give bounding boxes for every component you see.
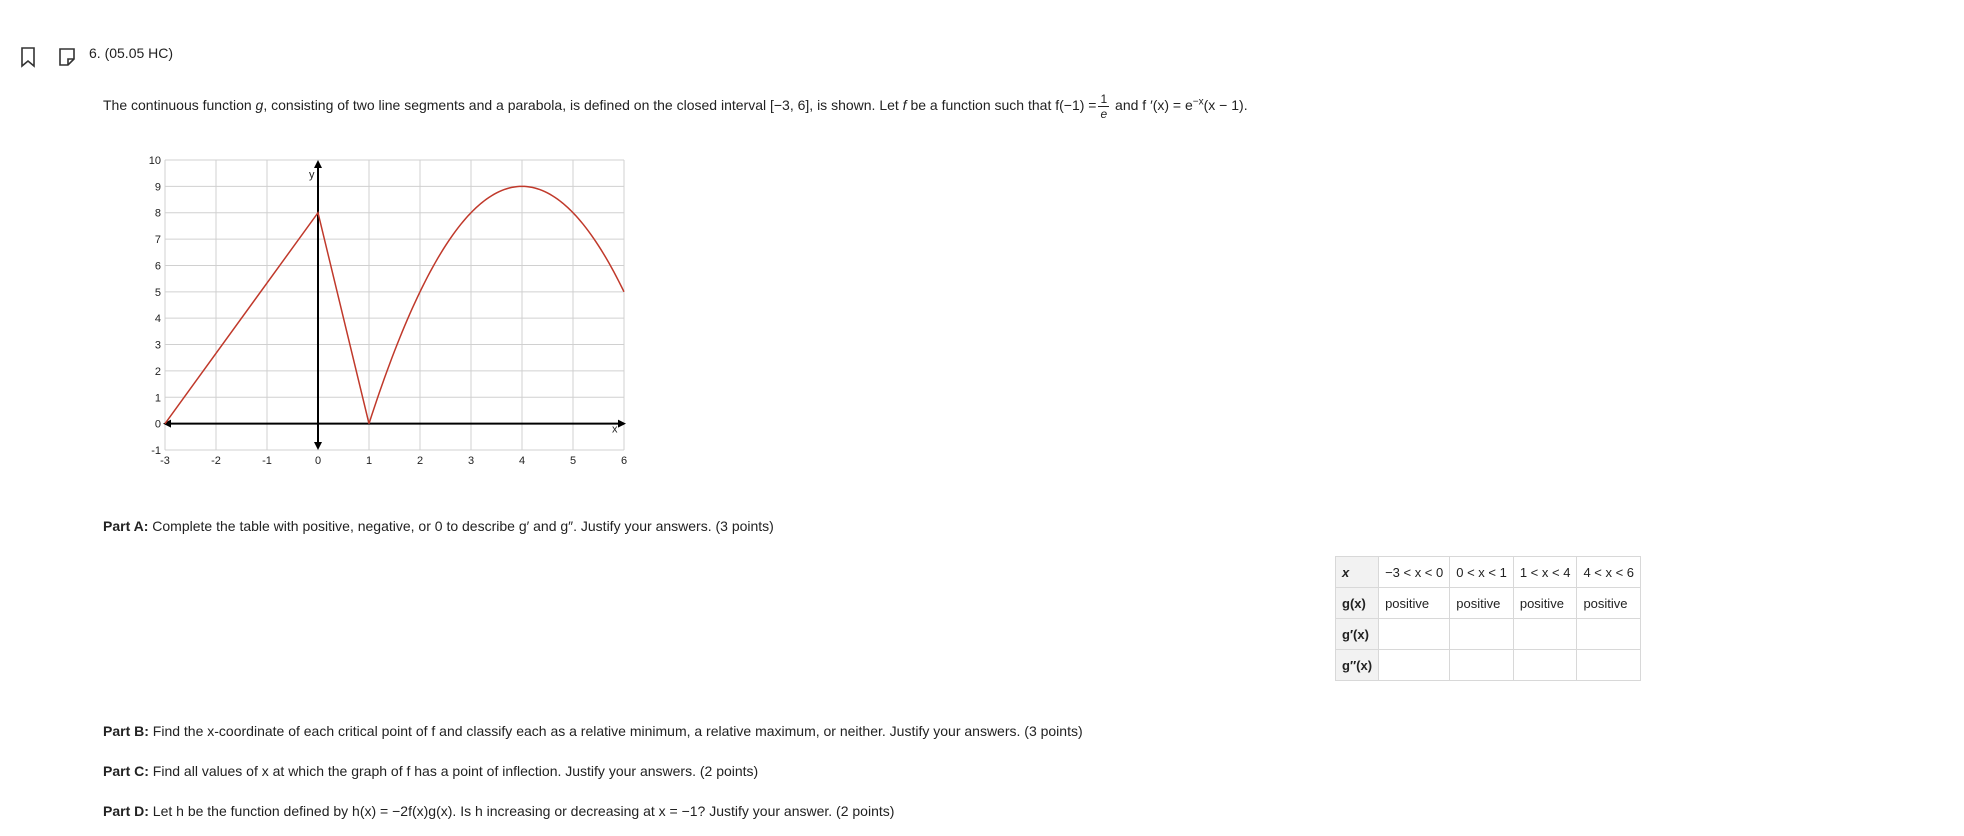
note-icon[interactable] — [57, 46, 77, 68]
x-axis-label: x — [612, 423, 618, 436]
x-tick-label: 1 — [365, 455, 373, 467]
table-cell: positive — [1577, 588, 1641, 619]
table-header-cell: x — [1336, 557, 1379, 588]
table-cell: positive — [1379, 588, 1450, 619]
part-b: Part B: Find the x-coordinate of each critical point of f and classify each as a relative minimum, a relative maximum, or neither. Justify your answers. (3 points) — [103, 723, 1083, 739]
y-axis-label: y — [309, 169, 315, 181]
table-cell: positive — [1513, 588, 1577, 619]
y-tick-label: 4 — [154, 313, 161, 326]
y-tick-label: 7 — [154, 234, 161, 247]
parabola-curve — [369, 186, 624, 423]
x-tick-label: -1 — [262, 455, 272, 467]
y-axis-arrow-up — [314, 160, 322, 168]
question-number: 6. (05.05 HC) — [89, 45, 174, 61]
f-value-lhs: f(−1) = — [1055, 97, 1097, 114]
function-graph — [140, 150, 640, 475]
grid — [165, 160, 624, 450]
x-axis-arrow-right — [618, 420, 626, 428]
x-tick-label: 0 — [314, 455, 322, 467]
table-input-cell[interactable] — [1450, 650, 1514, 681]
y-tick-label: 0 — [154, 418, 161, 431]
table-cell: positive — [1450, 588, 1514, 619]
table-header-cell: 1 < x < 4 — [1513, 557, 1577, 588]
x-tick-label: 2 — [416, 455, 424, 467]
table-header-row — [1336, 557, 1641, 588]
table-input-cell[interactable] — [1577, 650, 1641, 681]
tick-labels — [149, 155, 627, 467]
x-tick-label: -3 — [160, 455, 170, 467]
row-label: g′(x) — [1336, 619, 1379, 650]
x-tick-label: 3 — [467, 455, 475, 467]
y-tick-label: 9 — [154, 181, 161, 194]
table-header-cell: −3 < x < 0 — [1379, 557, 1450, 588]
table-input-cell[interactable] — [1379, 619, 1450, 650]
y-tick-label: 5 — [154, 286, 161, 299]
y-tick-label: 3 — [154, 339, 161, 352]
y-tick-label: 8 — [154, 207, 161, 220]
table-header-cell: 0 < x < 1 — [1450, 557, 1514, 588]
table-input-cell[interactable] — [1513, 619, 1577, 650]
x-tick-label: 5 — [569, 455, 577, 467]
axes — [163, 160, 626, 450]
row-label: g″(x) — [1336, 650, 1379, 681]
y-tick-label: -1 — [151, 445, 161, 457]
x-tick-label: 6 — [620, 455, 628, 467]
x-tick-label: -2 — [211, 455, 221, 467]
x-tick-label: 4 — [518, 455, 526, 467]
table-row — [1336, 588, 1641, 619]
y-tick-label: 2 — [154, 365, 161, 378]
row-label: g(x) — [1336, 588, 1379, 619]
part-a: Part A: Complete the table with positive, negative, or 0 to describe g′ and g″. Justify your answers. (3 points) — [103, 518, 774, 534]
fprime-expr: f ′(x) = e — [1142, 97, 1193, 114]
part-c: Part C: Find all values of x at which the graph of f has a point of inflection. Justify your answers. (2 points) — [103, 763, 759, 779]
y-tick-label: 6 — [154, 260, 161, 273]
question-intro: The continuous function g, consisting of two line segments and a parabola, is defined on the closed interval [−3, 6], is shown. Let f be a function such that f(−1) = $\frac{1}{e}$ and f $'(x) = e^{-x}(x - 1)$. — [103, 92, 1248, 121]
table-input-cell[interactable] — [1577, 619, 1641, 650]
y-axis-arrow-down — [314, 442, 322, 450]
table-row — [1336, 619, 1641, 650]
fraction: $\frac{1}{e}$ — [1100, 92, 1108, 121]
part-d: Part D: Let h be the function defined by h(x) = −2f(x)g(x). Is h increasing or decreasing at x = −1? Justify your answer. (2 points) — [103, 803, 895, 819]
table-input-cell[interactable] — [1450, 619, 1514, 650]
table-input-cell[interactable] — [1513, 650, 1577, 681]
table-input-cell[interactable] — [1379, 650, 1450, 681]
g-table — [1335, 556, 1641, 681]
table-row — [1336, 650, 1641, 681]
bookmark-icon[interactable] — [18, 46, 38, 68]
table-header-cell: 4 < x < 6 — [1577, 557, 1641, 588]
y-tick-label: 1 — [154, 392, 161, 405]
y-tick-label: 10 — [148, 155, 161, 167]
curves — [165, 186, 624, 423]
